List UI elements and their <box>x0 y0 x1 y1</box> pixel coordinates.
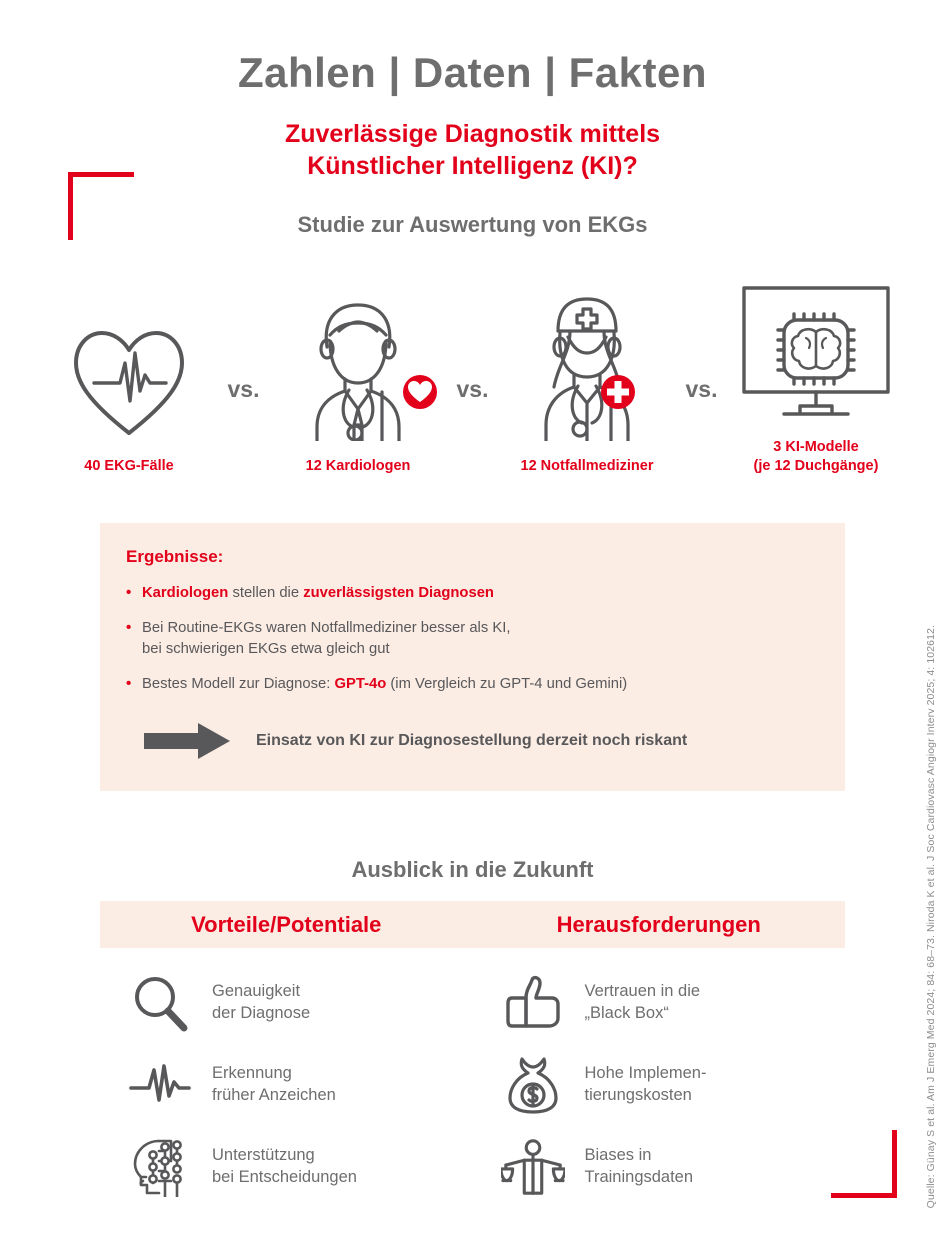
advantage-item-decision-support <box>100 1126 473 1208</box>
challenge-text-costs <box>585 1063 707 1107</box>
vs-separator-1: vs. <box>227 376 260 403</box>
study-caption: Studie zur Auswertung von EKGs <box>297 212 648 238</box>
thumbs-up-icon <box>501 974 565 1032</box>
advantage-accuracy-line-1: Genauigkeit <box>212 982 301 1001</box>
emergency-physician-icon <box>512 291 662 441</box>
corner-bracket-bottom-right <box>831 1130 897 1198</box>
comparison-item-ai-models <box>729 272 904 475</box>
comparison-label-ekg-cases: 40 EKG-Fälle <box>84 457 174 474</box>
page-subtitle <box>0 118 945 182</box>
comparison-label-cardiologists: 12 Kardiologen <box>305 457 411 474</box>
subtitle-line-1: Zuverlässige Diagnostik mittels <box>284 120 661 149</box>
vs-separator-3: vs. <box>685 376 718 403</box>
challenge-bias-line-1: Biases in <box>584 1146 652 1165</box>
head-neural-network-icon <box>128 1137 192 1197</box>
advantage-text-accuracy <box>212 981 310 1025</box>
advantage-item-early-detection <box>100 1044 473 1126</box>
challenge-bias-line-2: Trainingsdaten <box>584 1168 694 1187</box>
advantage-accuracy-line-2: der Diagnose <box>212 1004 311 1023</box>
cardiologist-icon <box>283 291 433 441</box>
results-panel <box>100 523 845 791</box>
advantage-item-accuracy <box>100 962 473 1044</box>
outlook-heading-advantages: Vorteile/Potentiale <box>191 911 382 937</box>
result-bullet-3-part-1: Bestes Modell zur Diagnose: <box>142 676 335 693</box>
balance-scales-icon <box>501 1138 565 1196</box>
challenge-costs-line-2: tierungskosten <box>584 1086 692 1105</box>
advantage-decision-support-line-2: bei Entscheidungen <box>212 1168 357 1187</box>
advantage-text-decision-support <box>212 1145 357 1189</box>
comparison-label-emergency-physicians: 12 Notfallmediziner <box>520 457 654 474</box>
outlook-column-challenges <box>473 962 846 1208</box>
comparison-item-ekg-cases <box>42 291 217 476</box>
results-bullet-list <box>126 583 819 695</box>
corner-bracket-top-left <box>68 172 134 240</box>
result-bullet-2 <box>126 618 819 660</box>
challenge-trust-line-1: Vertrauen in die <box>584 982 701 1001</box>
subtitle-line-2: Künstlicher Intelligenz (KI)? <box>307 152 638 181</box>
outlook-column-advantages <box>100 962 473 1208</box>
outlook-heading-band <box>100 901 845 948</box>
result-bullet-2-line-1: Bei Routine-EKGs waren Notfallmediziner besser als KI, <box>142 620 511 637</box>
result-bullet-1-part-1: Kardiologen <box>142 585 229 602</box>
ai-models-label-line-2: (je 12 Duchgänge) <box>753 457 879 474</box>
result-bullet-3 <box>126 674 819 695</box>
result-bullet-1-part-2: stellen die <box>228 585 304 602</box>
vs-separator-2: vs. <box>456 376 489 403</box>
arrow-right-icon <box>144 721 230 761</box>
comparison-row <box>0 272 945 475</box>
challenge-trust-line-2: „Black Box“ <box>584 1004 669 1023</box>
conclusion-text: Einsatz von KI zur Diagnosestellung derzeit noch riskant <box>256 732 688 750</box>
advantage-text-early-detection <box>212 1063 336 1107</box>
challenge-text-trust <box>585 981 701 1025</box>
money-bag-icon <box>501 1055 565 1115</box>
challenge-text-bias <box>585 1145 694 1189</box>
magnifier-icon <box>128 973 192 1033</box>
result-bullet-1-part-3: zuverlässigsten Diagnosen <box>303 585 494 602</box>
advantage-decision-support-line-1: Unterstützung <box>212 1146 315 1165</box>
ai-models-label-line-1: 3 KI-Modelle <box>773 439 859 456</box>
advantage-early-detection-line-2: früher Anzeichen <box>212 1086 336 1105</box>
outlook-heading-challenges: Herausforderungen <box>556 911 761 937</box>
heart-ecg-icon <box>68 291 190 441</box>
heart-badge-icon <box>400 372 440 412</box>
challenge-item-bias <box>473 1126 846 1208</box>
source-citation: Quelle: Günay S et al. Am J Emerg Med 2024; 84: 68–73. Niroda K et al. J Soc Cardiovasc Angiogr Interv 2025; 4: 102612. <box>925 624 937 1208</box>
challenge-item-trust <box>473 962 846 1044</box>
challenge-item-costs <box>473 1044 846 1126</box>
result-bullet-1 <box>126 583 819 604</box>
result-bullet-3-part-3: (im Vergleich zu GPT-4 und Gemini) <box>386 676 628 693</box>
ecg-pulse-icon <box>128 1060 192 1110</box>
outlook-columns <box>100 962 845 1208</box>
page-title: Zahlen | Daten | Fakten <box>237 49 708 96</box>
ai-monitor-brain-icon <box>736 272 896 422</box>
outlook-title: Ausblick in die Zukunft <box>351 857 594 883</box>
result-bullet-2-line-2: bei schwierigen EKGs etwa gleich gut <box>142 641 390 658</box>
advantage-early-detection-line-1: Erkennung <box>212 1064 292 1083</box>
comparison-label-ai-models <box>754 438 879 475</box>
results-heading: Ergebnisse: <box>126 547 224 567</box>
result-bullet-3-part-2: GPT-4o <box>334 676 387 693</box>
comparison-item-emergency-physicians <box>500 291 675 476</box>
results-conclusion <box>126 721 819 761</box>
cross-badge-icon <box>598 372 638 412</box>
challenge-costs-line-1: Hohe Implemen- <box>584 1064 707 1083</box>
